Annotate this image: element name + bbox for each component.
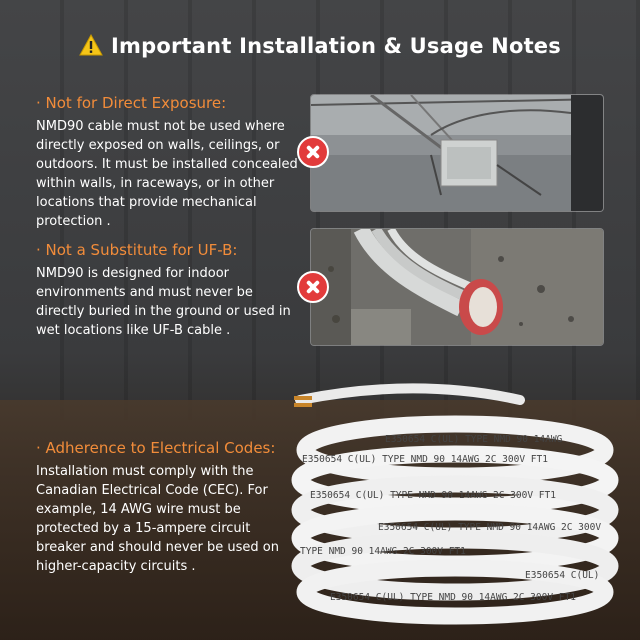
section-body: Installation must comply with the Canadian Electrical Code (CEC). For example, 14 AWG wire must be protected by a 15-ampere circuit breaker and should never be used on higher-capacity circuits .	[36, 464, 279, 574]
cable-print-text: E350654 C(UL)	[525, 570, 600, 581]
section-body: NMD90 cable must not be used where directly exposed on walls, ceilings, or outdoors. It must be installed concealed within walls, in raceways, or in other locations that provide mechanical protection .	[36, 119, 298, 229]
section-heading: · Not for Direct Exposure:	[36, 94, 227, 112]
cable-print-text: E350654 C(UL) TYPE NMD 90 14AWG 2C 300V	[378, 522, 602, 533]
cable-print-text: E350654 C(UL) TYPE NMD 90 14AWG 2C 300V FT1	[310, 490, 556, 501]
warning-icon	[79, 34, 103, 56]
section-body: NMD90 is designed for indoor environments and must never be directly buried in the ground or used in wet locations like UF-B cable .	[36, 266, 291, 338]
page-title	[0, 34, 640, 58]
x-circle-icon	[297, 271, 329, 303]
buried-cables-photo	[310, 228, 604, 346]
section-not-for-direct-exposure	[36, 94, 298, 231]
section-heading: · Not a Substitute for UF-B:	[36, 241, 238, 259]
cable-print-text: TYPE NMD 90 14AWG 2C 300V FT1	[300, 546, 466, 557]
cable-print-text: E350654 C(UL) TYPE NMD 90 14AWG 2C 300V FT1	[330, 592, 576, 603]
cable-print-text: E350654 C(UL) TYPE NMD 90 14AWG 2C 300V FT1	[302, 454, 548, 465]
cable-print-text: E350654 C(UL) TYPE NMD 90 14AWG	[385, 434, 563, 445]
section-not-substitute-uf-b	[36, 241, 298, 340]
exposed-junction-box-photo	[310, 94, 604, 212]
section-electrical-codes	[36, 439, 298, 576]
x-circle-icon	[297, 136, 329, 168]
title-text: Important Installation & Usage Notes	[111, 34, 561, 58]
cable-coil-illustration	[290, 370, 640, 640]
section-heading: · Adherence to Electrical Codes:	[36, 439, 276, 457]
